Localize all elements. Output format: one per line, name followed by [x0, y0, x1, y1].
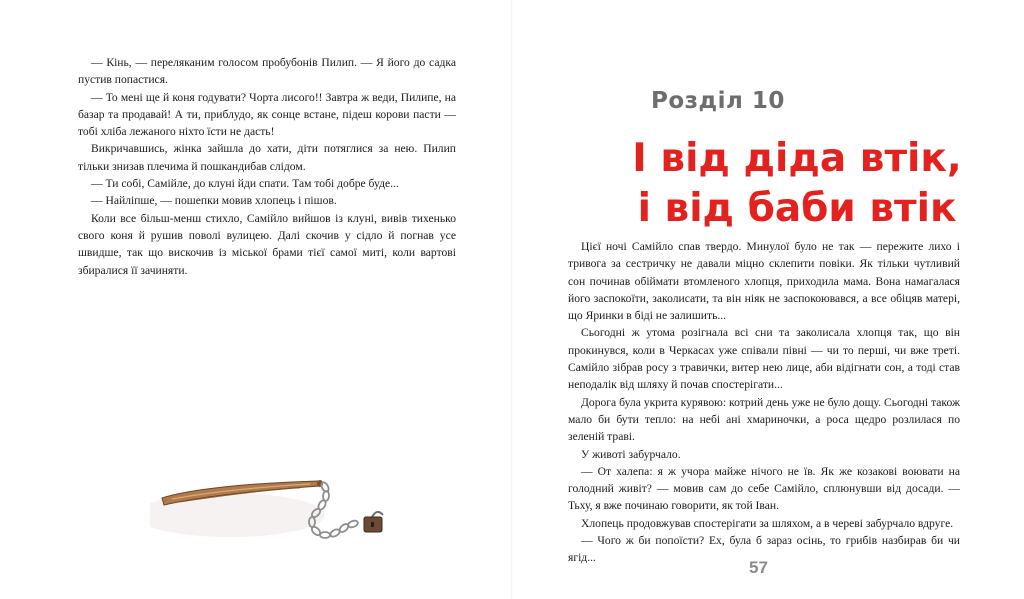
paragraph: — Ти собі, Самійле, до клуні йди спати. Там тобі добре буде... — [91, 177, 399, 191]
left-page-text — [78, 54, 456, 279]
padlock — [364, 512, 383, 532]
paragraph: — То мені ще й коня годувати? Чорта лисого!! Завтра ж веди, Пилипе, на базар та продавай! А ти, приблудо, як сонце встане, підеш корови пасти — тобі хліба лежаного ніхто їсти не дасть! — [78, 90, 456, 139]
page-number: 57 — [749, 558, 768, 577]
stick-and-chain-illustration — [150, 455, 410, 555]
chapter-title-line: і від баби втік — [637, 186, 957, 231]
paragraph: — Кінь, — переляканим голосом пробубонів Пилип. — Я його до садка пустив попастися. — [78, 56, 456, 87]
paragraph: — Найліпше, — пошепки мовив хлопець і пішов. — [91, 194, 337, 208]
paragraph: — Чого ж би попоїсти? Ех, була б зараз осінь, то грибів назбирав би чи ягід... — [568, 534, 960, 565]
paragraph: Дорога була укрита курявою: котрий день уже не було дощу. Сьогодні також мало би бути тепло: на небі ані хмариночки, а роса щедро розлилася по зеленій траві. — [568, 395, 960, 444]
paragraph: Цієї ночі Самійло спав твердо. Минулої було не так — пережите лихо і тривога за сестричку не давали міцно склепити повіки. Як тільки чутливий сон починав обіймати втомленого хлопця, приходила мама. Вона намагалася його заспокоїти, заколисати, та він ніяк не заспокоювався, а все обіцяв матері, що Яринки в біді не залишить... — [568, 240, 960, 323]
chain — [309, 481, 359, 538]
chapter-label: Розділ 10 — [651, 88, 785, 114]
right-page-text — [568, 238, 960, 567]
paragraph: Хлопець продовжував спостерігати за шляхом, а в череві забурчало вдруге. — [581, 516, 954, 530]
paragraph: У животі забурчало. — [581, 447, 681, 461]
chapter-title-line: І від діда втік, — [632, 136, 962, 181]
paragraph: Сьогодні ж утома розігнала всі сни та заколисала хлопця так, що він прокинувся, коли в Черкасах уже співали півні — чи то перші, чи вже треті. Самійло зібрав росу з травички, витер нею лице, аби відігнати сон, а тоді став неподалік від шляху й почав спостерігати... — [568, 326, 960, 392]
paragraph: Коли все більш-менш стихло, Самійло вийшов із клуні, вивів тихенько свого коня й рушив поволі вулицею. Далі скочив у сідло й погнав усе швидше, так що вискочив із міської брами тієї самої миті, коли вартові збиралися її зачиняти. — [78, 211, 456, 277]
chapter-title — [632, 134, 962, 234]
paragraph: — От халепа: я ж учора майже нічого не їв. Як же козакові воювати на голодний живіт? — мовив сам до себе Самійло, сплюнувши від досади. — Тьху, я вже починаю говорити, як той Іван. — [568, 464, 960, 513]
paragraph: Викричавшись, жінка зайшла до хати, діти потяглися за нею. Пилип тільки знизав плечима й пошкандибав слідом. — [78, 142, 456, 173]
